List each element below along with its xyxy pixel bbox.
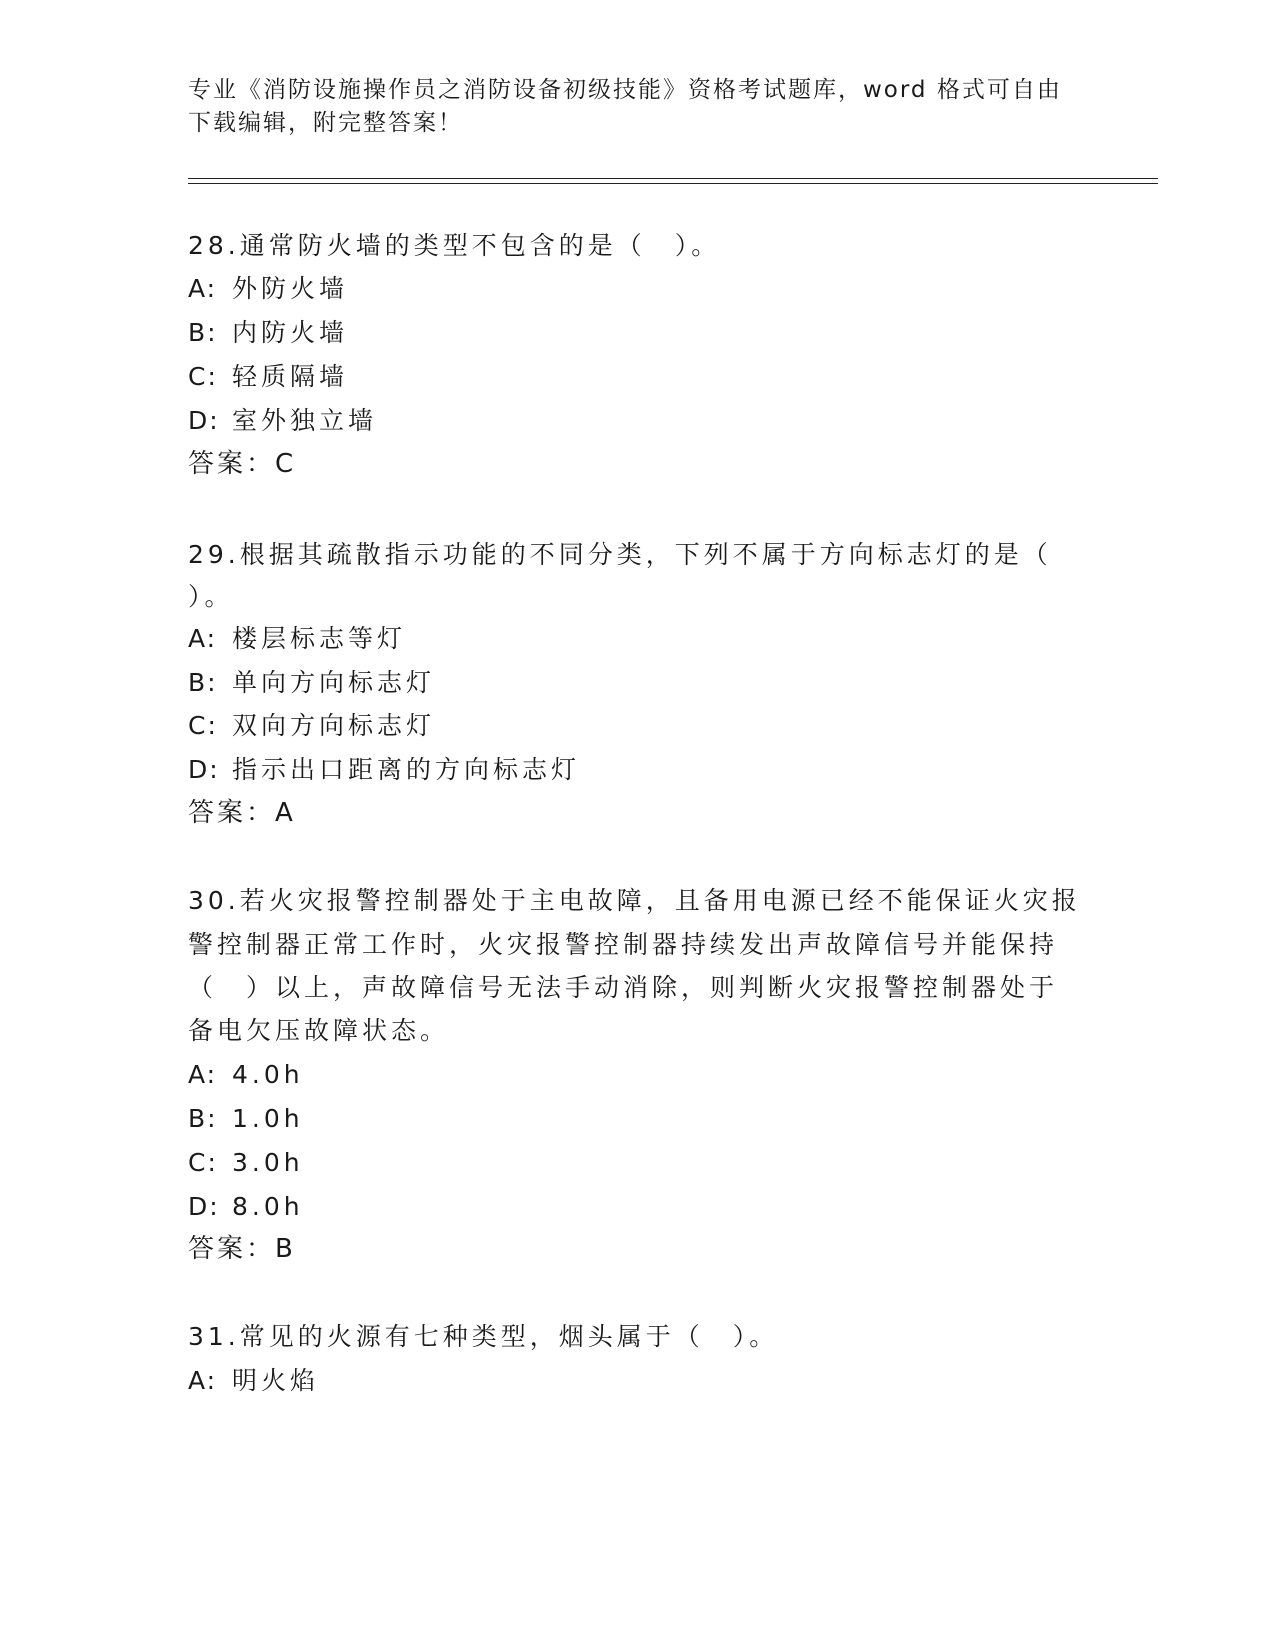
option-label: B: (188, 318, 218, 347)
option-a (188, 1364, 319, 1398)
question-stem-line: 30.若火灾报警控制器处于主电故障，且备用电源已经不能保证火灾报 (188, 886, 1081, 915)
option-text: 1.0h (232, 1104, 304, 1133)
header-divider-bottom (188, 183, 1158, 184)
question-stem-line: （ ）以上，声故障信号无法手动消除，则判断火灾报警控制器处于 (188, 973, 1059, 1002)
option-label: D: (188, 1192, 220, 1221)
answer-value: B (275, 1234, 293, 1264)
answer-label: 答案： (188, 449, 276, 479)
option-text: 轻质隔墙 (232, 362, 349, 391)
option-text: 室外独立墙 (232, 406, 378, 435)
question-stem-line: 29.根据其疏散指示功能的不同分类，下列不属于方向标志灯的是（ (188, 540, 1052, 569)
option-label: C: (188, 1148, 218, 1177)
option-text: 双向方向标志灯 (232, 711, 436, 740)
option-text: 4.0h (232, 1060, 304, 1089)
option-label: D: (188, 406, 220, 435)
answer-line (188, 1232, 293, 1266)
answer-line (188, 796, 293, 830)
question-stem: 31.常见的火源有七种类型，烟头属于（ ）。 (188, 1322, 779, 1351)
question-stem-line: 警控制器正常工作时，火灾报警控制器持续发出声故障信号并能保持 (188, 930, 1059, 959)
option-label: A: (188, 624, 218, 653)
option-text: 指示出口距离的方向标志灯 (232, 755, 581, 784)
option-text: 明火焰 (232, 1366, 320, 1395)
option-a (188, 622, 406, 656)
option-label: C: (188, 362, 218, 391)
question-stem: 28.通常防火墙的类型不包含的是（ ）。 (188, 231, 721, 260)
option-label: B: (188, 668, 218, 697)
option-text: 8.0h (232, 1192, 304, 1221)
option-text: 单向方向标志灯 (232, 668, 436, 697)
option-text: 内防火墙 (232, 318, 349, 347)
question-stem-line: ）。 (188, 582, 234, 611)
option-a (188, 1058, 304, 1092)
option-text: 3.0h (232, 1148, 304, 1177)
option-d (188, 1190, 304, 1224)
option-label: C: (188, 711, 218, 740)
option-b (188, 666, 435, 700)
option-c (188, 360, 348, 394)
option-label: A: (188, 274, 218, 303)
header-divider-top (188, 178, 1158, 179)
option-c (188, 709, 435, 743)
option-d (188, 753, 580, 787)
option-text: 外防火墙 (232, 274, 349, 303)
option-label: B: (188, 1104, 218, 1133)
answer-label: 答案： (188, 798, 276, 828)
option-b (188, 316, 348, 350)
option-d (188, 404, 377, 438)
answer-value: C (275, 449, 294, 479)
answer-value: A (275, 798, 293, 828)
option-label: A: (188, 1366, 218, 1395)
option-label: D: (188, 755, 220, 784)
question-stem-line: 备电欠压故障状态。 (188, 1016, 450, 1045)
option-text: 楼层标志等灯 (232, 624, 407, 653)
option-c (188, 1146, 304, 1180)
answer-line (188, 447, 293, 481)
option-b (188, 1102, 304, 1136)
answer-label: 答案： (188, 1234, 276, 1264)
option-label: A: (188, 1060, 218, 1089)
document-header: 专业《消防设施操作员之消防设备初级技能》资格考试题库，word 格式可自由下载编辑，附完整答案！ (188, 77, 1062, 136)
option-a (188, 272, 348, 306)
